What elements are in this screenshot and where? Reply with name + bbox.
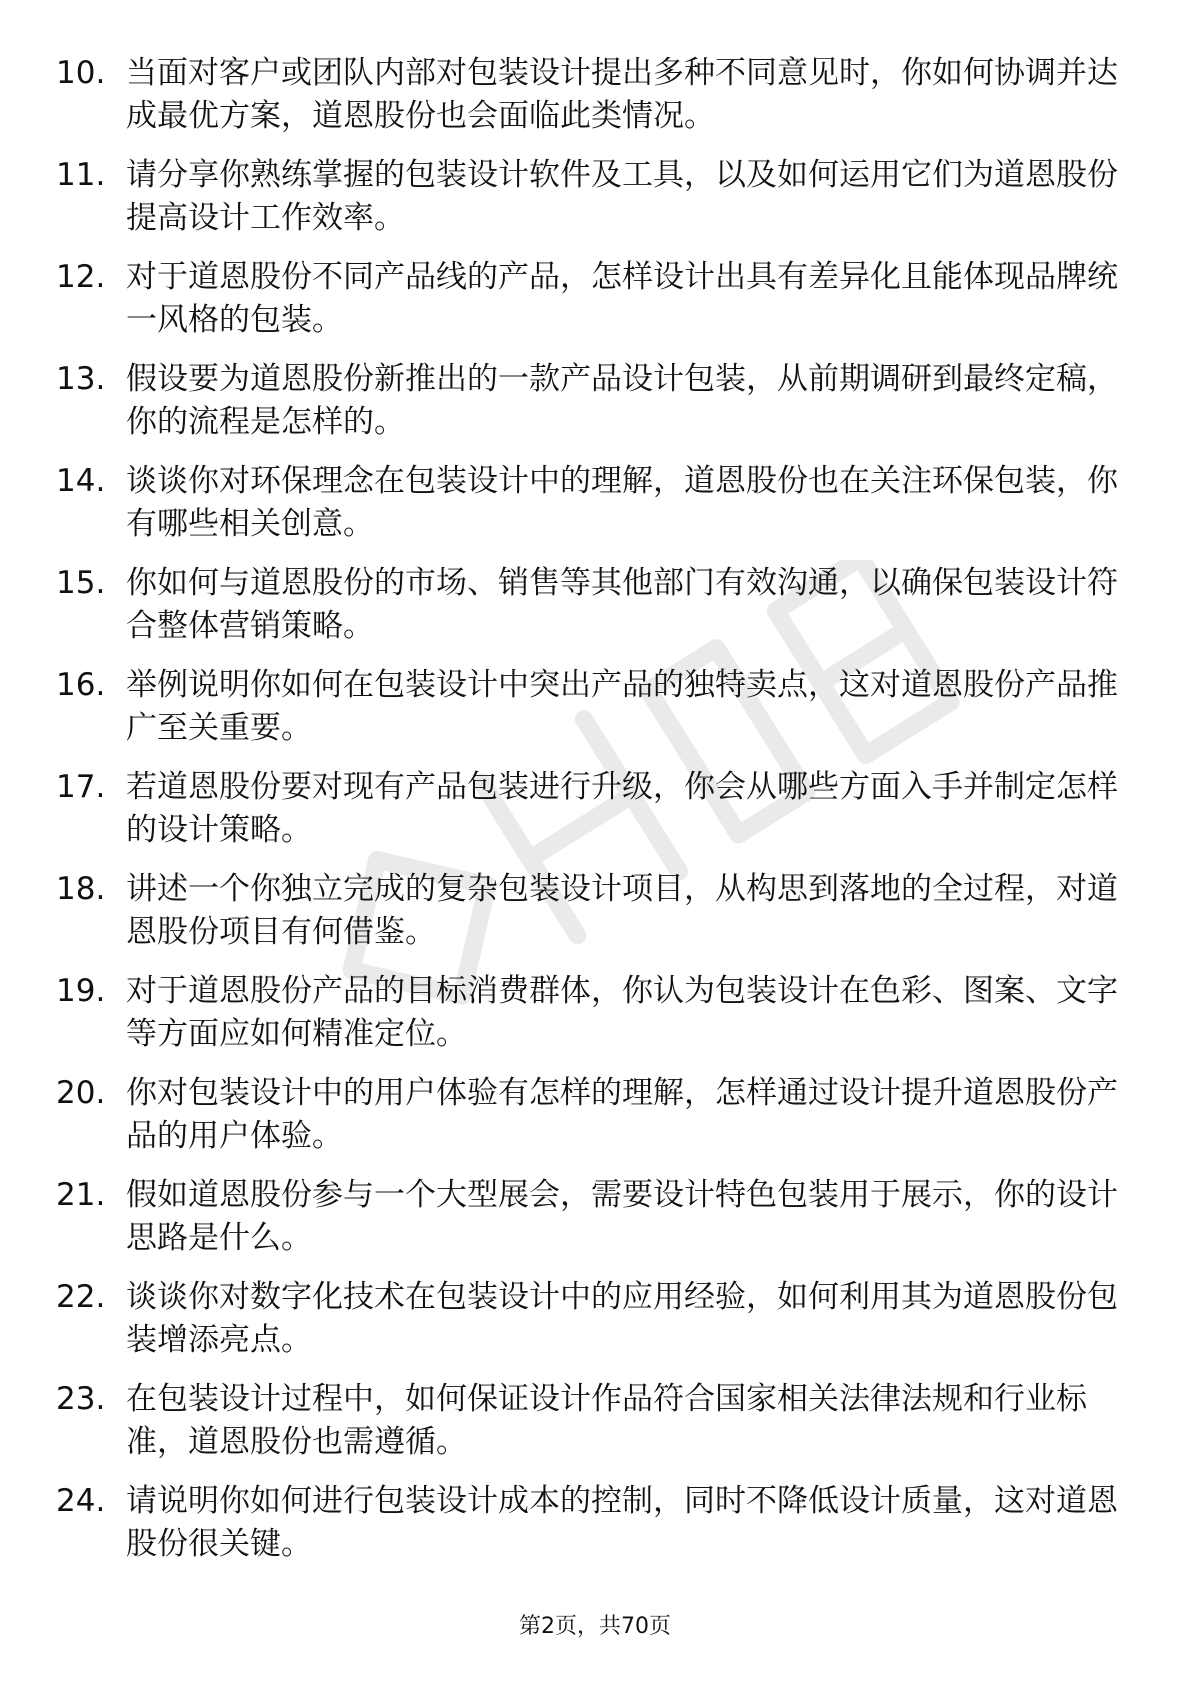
question-text: 你对包装设计中的用户体验有怎样的理解，怎样通过设计提升道恩股份产品的用户体验。 [126, 1075, 1118, 1154]
question-number: 15. [56, 565, 106, 601]
question-text: 对于道恩股份产品的目标消费群体，你认为包装设计在色彩、图案、文字等方面应如何精准定位。 [126, 973, 1118, 1052]
question-item-24 [56, 1480, 1136, 1582]
question-item-22 [56, 1276, 1136, 1378]
question-text: 假如道恩股份参与一个大型展会，需要设计特色包装用于展示，你的设计思路是什么。 [126, 1177, 1118, 1256]
question-number: 21. [56, 1177, 106, 1213]
question-number: 18. [56, 871, 106, 907]
question-number: 24. [56, 1483, 106, 1519]
question-text: 举例说明你如何在包装设计中突出产品的独特卖点，这对道恩股份产品推广至关重要。 [126, 667, 1118, 746]
question-number: 16. [56, 667, 106, 703]
question-text: 谈谈你对环保理念在包装设计中的理解，道恩股份也在关注环保包装，你有哪些相关创意。 [126, 463, 1118, 542]
question-item-15 [56, 562, 1136, 664]
question-item-23 [56, 1378, 1136, 1480]
question-text: 在包装设计过程中，如何保证设计作品符合国家相关法律法规和行业标准，道恩股份也需遵循。 [126, 1381, 1087, 1460]
question-item-20 [56, 1072, 1136, 1174]
question-text: 讲述一个你独立完成的复杂包装设计项目，从构思到落地的全过程，对道恩股份项目有何借鉴。 [126, 871, 1118, 950]
question-item-18 [56, 868, 1136, 970]
question-text: 谈谈你对数字化技术在包装设计中的应用经验，如何利用其为道恩股份包装增添亮点。 [126, 1279, 1118, 1358]
question-number: 11. [56, 157, 106, 193]
question-number: 19. [56, 973, 106, 1009]
question-item-13 [56, 358, 1136, 460]
question-number: 17. [56, 769, 106, 805]
question-item-17 [56, 766, 1136, 868]
question-number: 14. [56, 463, 106, 499]
question-item-19 [56, 970, 1136, 1072]
question-number: 13. [56, 361, 106, 397]
question-number: 23. [56, 1381, 106, 1417]
page-footer: 第2页，共70页 [519, 1614, 671, 1639]
question-list [56, 52, 1136, 1582]
question-text: 你如何与道恩股份的市场、销售等其他部门有效沟通，以确保包装设计符合整体营销策略。 [126, 565, 1118, 644]
question-text: 请分享你熟练掌握的包装设计软件及工具，以及如何运用它们为道恩股份提高设计工作效率。 [126, 157, 1118, 236]
question-item-10 [56, 52, 1136, 154]
question-text: 对于道恩股份不同产品线的产品，怎样设计出具有差异化且能体现品牌统一风格的包装。 [126, 259, 1118, 338]
question-text: 假设要为道恩股份新推出的一款产品设计包装，从前期调研到最终定稿，你的流程是怎样的。 [126, 361, 1118, 440]
question-item-14 [56, 460, 1136, 562]
question-number: 22. [56, 1279, 106, 1315]
question-number: 10. [56, 55, 106, 91]
question-item-21 [56, 1174, 1136, 1276]
question-number: 12. [56, 259, 106, 295]
question-text: 请说明你如何进行包装设计成本的控制，同时不降低设计质量，这对道恩股份很关键。 [126, 1483, 1118, 1562]
question-item-11 [56, 154, 1136, 256]
question-number: 20. [56, 1075, 106, 1111]
question-item-12 [56, 256, 1136, 358]
question-item-16 [56, 664, 1136, 766]
question-text: 当面对客户或团队内部对包装设计提出多种不同意见时，你如何协调并达成最优方案，道恩股份也会面临此类情况。 [126, 55, 1118, 134]
question-text: 若道恩股份要对现有产品包装进行升级，你会从哪些方面入手并制定怎样的设计策略。 [126, 769, 1118, 848]
